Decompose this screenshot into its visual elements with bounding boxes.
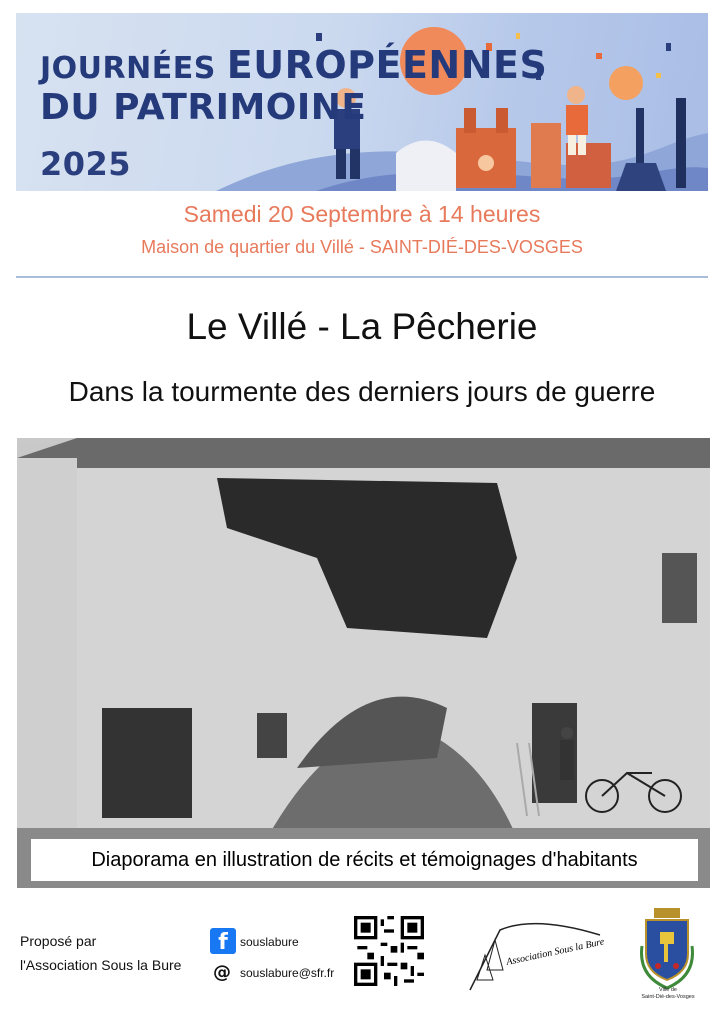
page-subtitle: Dans la tourmente des derniers jours de guerre <box>68 376 656 407</box>
banner-title-line1 <box>40 43 547 87</box>
facebook-icon[interactable]: f <box>210 928 236 954</box>
organizer-line1: Proposé par <box>20 933 97 949</box>
organizer-credit <box>20 929 181 977</box>
at-icon: @ <box>213 962 231 983</box>
banner-word-journees: JOURNÉES <box>40 51 216 86</box>
photo-caption: Diaporama en illustration de récits et témoignages d'habitants <box>31 839 698 881</box>
banner-word-europeennes: EUROPÉENNES <box>226 43 548 87</box>
city-label <box>632 987 704 1001</box>
page-title: Le Villé - La Pêcherie <box>186 306 538 347</box>
association-logo-icon <box>465 910 610 995</box>
historic-photo <box>17 438 710 888</box>
organizer-line2: l'Association Sous la Bure <box>20 957 182 973</box>
city-label-line2: Saint-Dié-des-Vosges <box>641 994 695 1000</box>
city-label-line1: Ville de <box>659 987 677 993</box>
email-address[interactable]: souslabure@sfr.fr <box>240 966 335 980</box>
qr-code-icon[interactable] <box>354 916 424 986</box>
ruined-building-photo <box>17 438 710 888</box>
event-banner <box>16 13 708 191</box>
divider <box>16 276 708 278</box>
event-date-time: Samedi 20 Septembre à 14 heures <box>183 201 541 227</box>
event-location: Maison de quartier du Villé - SAINT-DIÉ-DES-VOSGES <box>141 237 583 257</box>
banner-year: 2025 <box>40 145 132 183</box>
facebook-handle[interactable]: souslabure <box>240 935 299 949</box>
banner-title-line2: DU PATRIMOINE <box>40 87 367 128</box>
coat-of-arms-icon <box>638 906 696 990</box>
association-logo-text: Association Sous la Bure <box>505 936 606 968</box>
